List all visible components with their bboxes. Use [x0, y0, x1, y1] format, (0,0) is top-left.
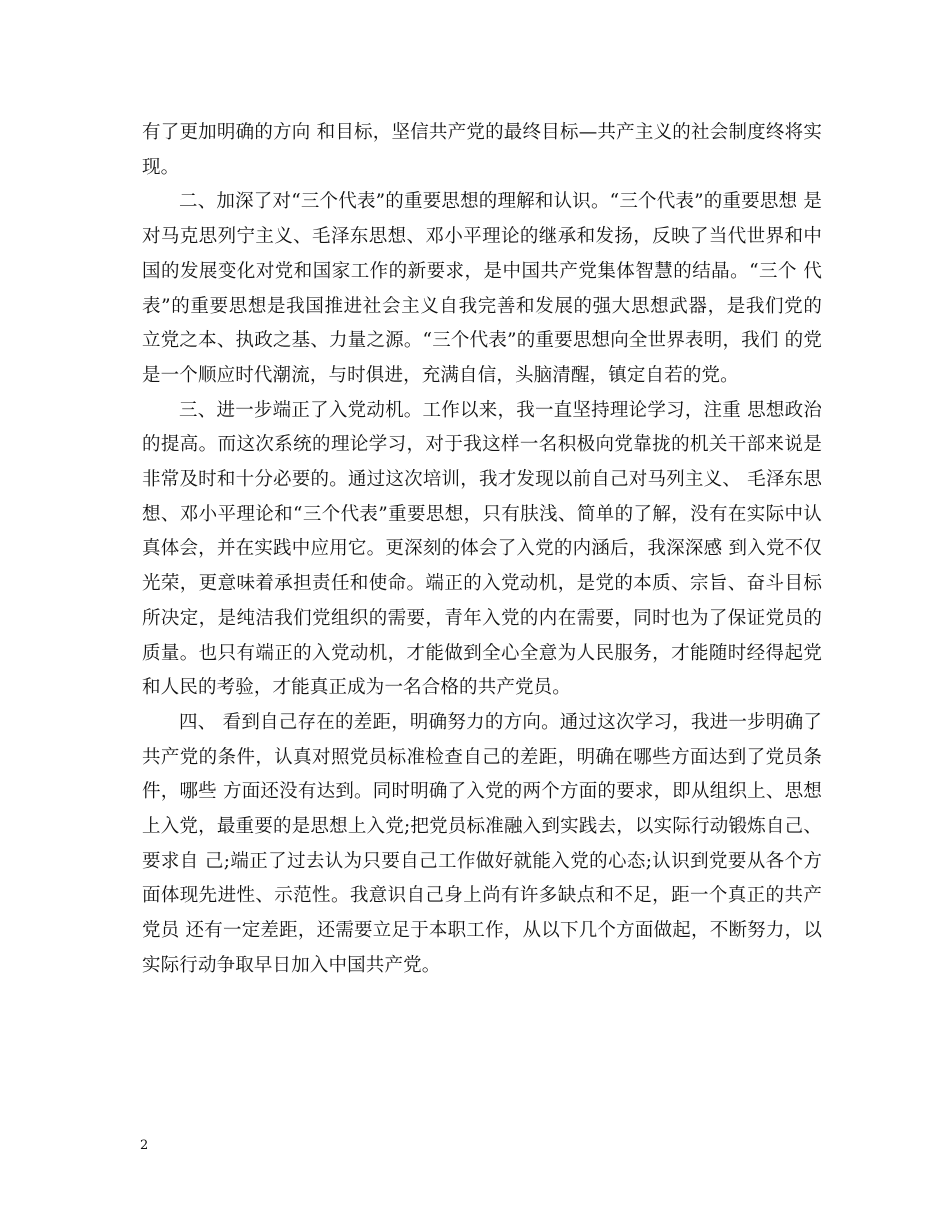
page-number: 2 [140, 1138, 149, 1153]
paragraph-section-four: 四、 看到自己存在的差距，明确努力的方向。通过这次学习，我进一步明确了共产党的条件，认真对照党员标准检查自己的差距，明确在哪些方面达到了党员条件，哪些 方面还没有达到。同时明确了入党的两个方面的要求，即从组织上、思想上入党，最重要的是思想上入党;把党员标准融入到实践去，以实际行动锻炼自己、要求自 己;端正了过去认为只要自己工作做好就能入党的心态;认识到党要从各个方面体现先进性、示范性。我意识自己身上尚有许多缺点和不足，距一个真正的共产党员 还有一定差距，还需要立足于本职工作，从以下几个方面做起，不断努力，以实际行动争取早日加入中国共产党。 [142, 711, 822, 976]
paragraph-section-two: 二、加深了对“三个代表”的重要思想的理解和认识。“三个代表”的重要思想 是对马克思列宁主义、毛泽东思想、邓小平理论的继承和发扬，反映了当代世界和中国的发展变化对党和国家工作的新要求，是中国共产党集体智慧的结晶。“三个 代表”的重要思想是我国推进社会主义自我完善和发展的强大思想武器，是我们党的立党之本、执政之基、力量之源。“三个代表”的重要思想向全世界表明，我们 的党是一个顺应时代潮流，与时俱进，充满自信，头脑清醒，镇定自若的党。 [142, 191, 822, 386]
document-body [142, 116, 822, 984]
paragraph-continuation: 有了更加明确的方向 和目标，坚信共产党的最终目标—共产主义的社会制度终将实现。 [142, 122, 822, 178]
paragraph-section-three: 三、进一步端正了入党动机。工作以来，我一直坚持理论学习，注重 思想政治的提高。而这次系统的理论学习，对于我这样一名积极向党靠拢的机关干部来说是非常及时和十分必要的。通过这次培训，我才发现以前自己对马列主义、 毛泽东思想、邓小平理论和“三个代表”重要思想，只有肤浅、简单的了解，没有在实际中认真体会，并在实践中应用它。更深刻的体会了入党的内涵后，我深深感 到入党不仅光荣，更意味着承担责任和使命。端正的入党动机，是党的本质、宗旨、奋斗目标所决定，是纯洁我们党组织的需要，青年入党的内在需要，同时也为了保证党员的质量。也只有端正的入党动机，才能做到全心全意为人民服务，才能随时经得起党和人民的考验，才能真正成为一名合格的共产党员。 [142, 399, 822, 699]
